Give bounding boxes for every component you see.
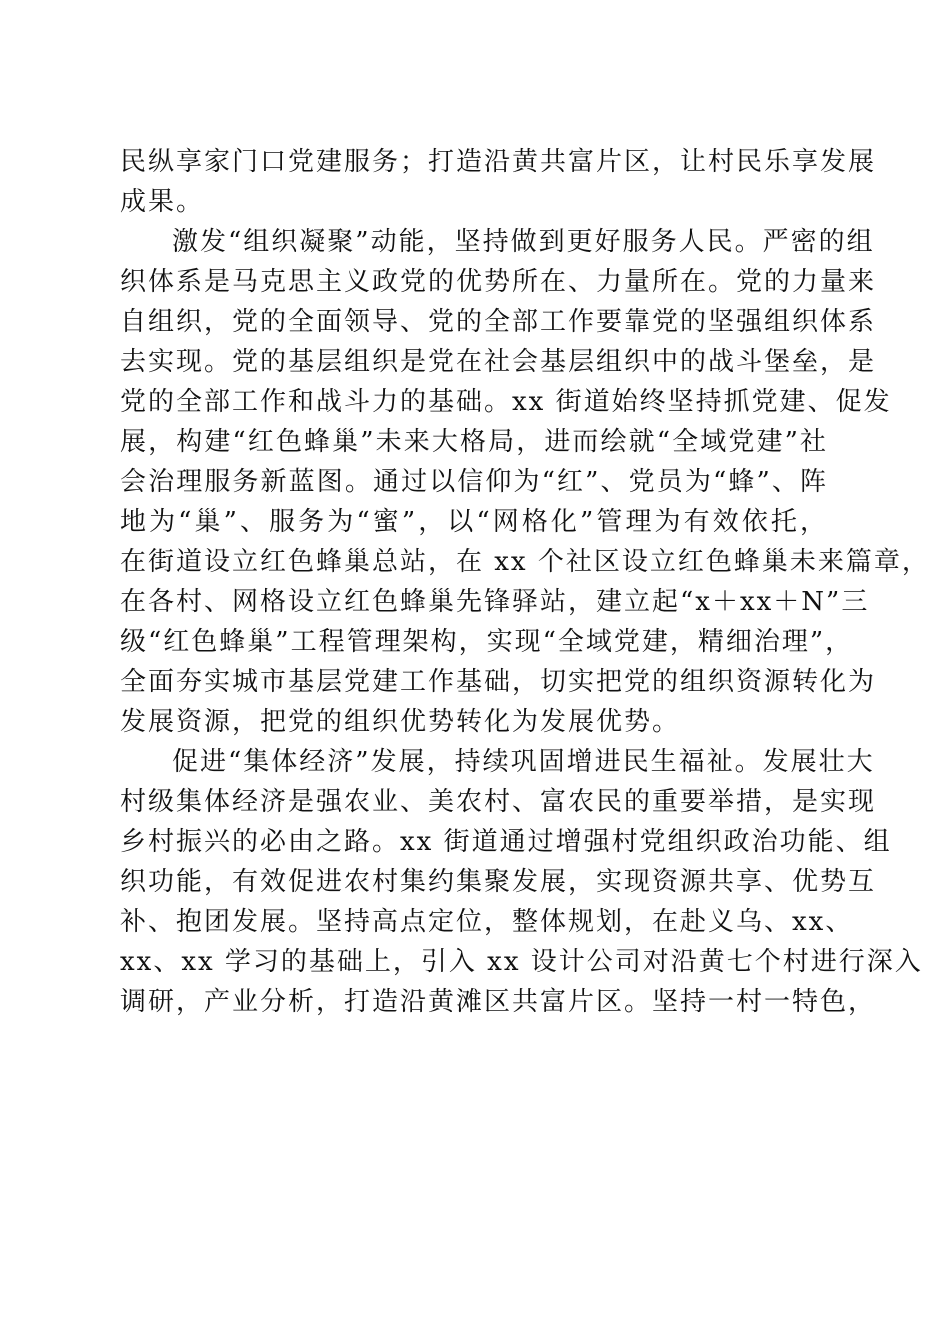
text-line: 全面夯实城市基层党建工作基础，切实把党的组织资源转化为 bbox=[120, 667, 877, 697]
text-line: 地为“巢”、服务为“蜜”，以“网格化”管理为有效依托， bbox=[120, 507, 828, 537]
text-line: 自组织，党的全面领导、党的全部工作要靠党的坚强组织体系 bbox=[120, 307, 877, 337]
text-line: 会治理服务新蓝图。通过以信仰为“红”、党员为“蜂”、阵 bbox=[120, 467, 828, 497]
text-line: 在街道设立红色蜂巢总站，在 xx 个社区设立红色蜂巢未来篇章， bbox=[120, 547, 930, 577]
text-line: 民纵享家门口党建服务；打造沿黄共富片区，让村民乐享发展 bbox=[120, 147, 877, 177]
text-line: 乡村振兴的必由之路。xx 街道通过增强村党组织政治功能、组 bbox=[120, 827, 892, 857]
document-body bbox=[120, 142, 930, 1022]
text-line: 织功能，有效促进农村集约集聚发展，实现资源共享、优势互 bbox=[120, 867, 877, 897]
text-line: 发展资源，把党的组织优势转化为发展优势。 bbox=[120, 707, 681, 737]
text-line: xx、xx 学习的基础上，引入 xx 设计公司对沿黄七个村进行深入 bbox=[120, 947, 923, 977]
text-line: 展，构建“红色蜂巢”未来大格局，进而绘就“全域党建”社 bbox=[120, 427, 828, 457]
paragraph bbox=[120, 222, 930, 742]
text-line: 去实现。党的基层组织是党在社会基层组织中的战斗堡垒，是 bbox=[120, 347, 877, 377]
text-line: 补、抱团发展。坚持高点定位，整体规划，在赴义乌、xx、 bbox=[120, 907, 854, 937]
text-line: 在各村、网格设立红色蜂巢先锋驿站，建立起“x＋xx＋N”三 bbox=[120, 587, 870, 617]
text-line: 激发“组织凝聚”动能，坚持做到更好服务人民。严密的组 bbox=[172, 227, 875, 257]
paragraph bbox=[120, 742, 923, 1022]
text-line: 调研，产业分析，打造沿黄滩区共富片区。坚持一村一特色， bbox=[120, 987, 877, 1017]
text-line: 促进“集体经济”发展，持续巩固增进民生福祉。发展壮大 bbox=[172, 747, 875, 777]
paragraph bbox=[120, 142, 877, 222]
text-line: 级“红色蜂巢”工程管理架构，实现“全域党建，精细治理”， bbox=[120, 627, 854, 657]
text-line: 党的全部工作和战斗力的基础。xx 街道始终坚持抓党建、促发 bbox=[120, 387, 892, 417]
text-line: 村级集体经济是强农业、美农村、富农民的重要举措，是实现 bbox=[120, 787, 877, 817]
text-line: 织体系是马克思主义政党的优势所在、力量所在。党的力量来 bbox=[120, 267, 877, 297]
text-line: 成果。 bbox=[120, 187, 205, 217]
